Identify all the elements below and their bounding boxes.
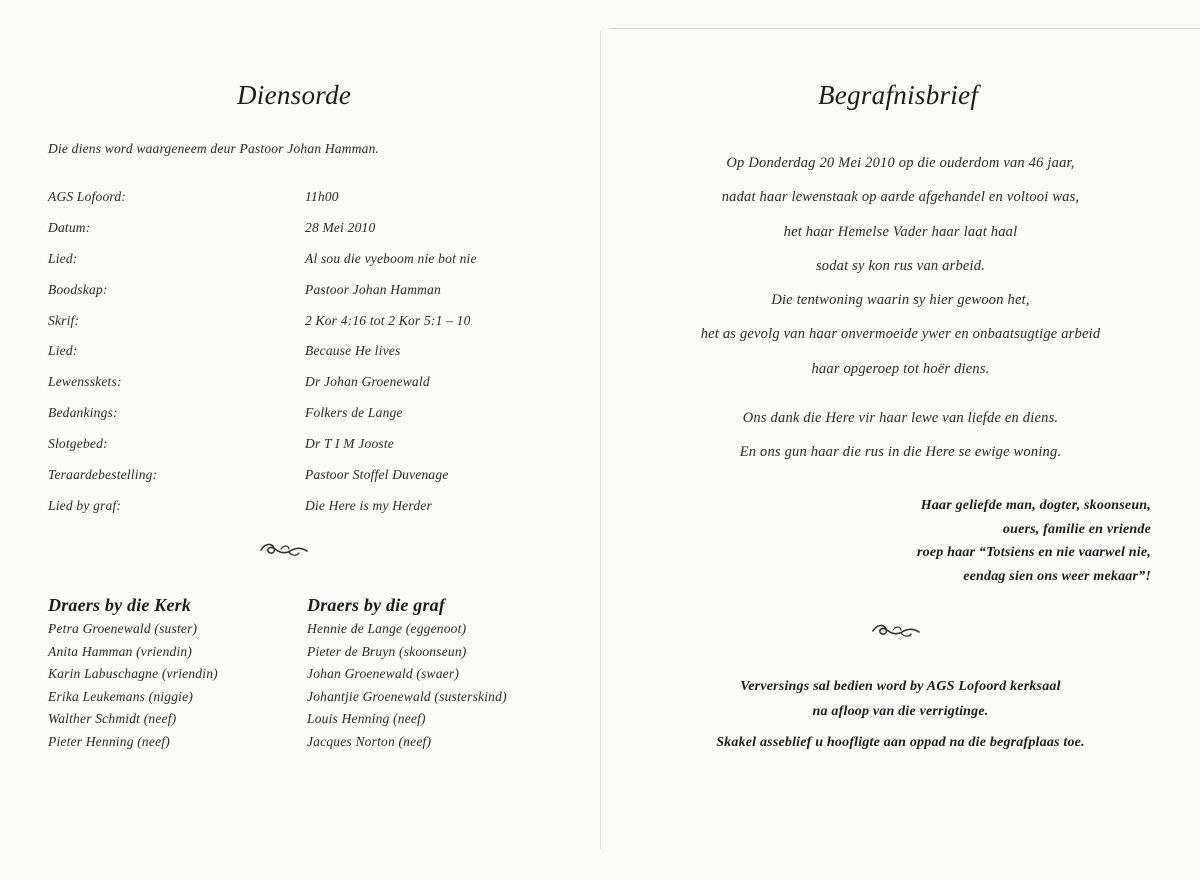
bearer-name: Erika Leukemans (niggie) xyxy=(48,688,194,704)
order-value: Pastoor Johan Hamman xyxy=(305,281,441,297)
order-label: Lied: xyxy=(48,343,78,359)
order-label: Slotgebed: xyxy=(48,436,108,452)
bearer-name: Karin Labuschagne (vriendin) xyxy=(48,666,218,682)
bearer-name: Jacques Norton (neef) xyxy=(307,733,432,749)
order-value: Because He lives xyxy=(305,343,401,359)
bearer-name: Johan Groenewald (swaer) xyxy=(307,666,460,682)
service-order-title: Diensorde xyxy=(237,80,352,110)
service-order-row xyxy=(48,340,568,371)
closing-line: na afloop van die verrigtinge. xyxy=(812,704,989,719)
notice-line: sodat sy kon rus van arbeid. xyxy=(815,257,986,274)
family-line: Haar geliefde man, dogter, skoonseun, xyxy=(920,498,1151,513)
funeral-letter-panel xyxy=(601,0,1200,879)
family-message xyxy=(917,495,1151,589)
bearer-name: Pieter Henning (neef) xyxy=(48,733,170,749)
closing-line: Skakel asseblief u hoofligte aan oppad na die begrafplaas toe. xyxy=(716,735,1085,750)
order-value: Die Here is my Herder xyxy=(305,497,432,513)
gratitude-text xyxy=(601,405,1200,473)
order-label: Bedankings: xyxy=(48,405,118,421)
service-order-row xyxy=(48,464,568,495)
bearer-name: Louis Henning (neef) xyxy=(307,711,426,727)
notice-line: Op Donderdag 20 Mei 2010 op die ouderdom van 46 jaar, xyxy=(726,155,1075,171)
funeral-letter-title: Begrafnisbrief xyxy=(818,80,979,110)
bearer-name: Johantjie Groenewald (susterskind) xyxy=(307,688,507,704)
order-label: Lied by graf: xyxy=(48,497,122,513)
flourish-ornament-icon xyxy=(871,622,921,640)
notice-line: het as gevolg van haar onvermoeide ywer en onbaatsugtige arbeid xyxy=(700,326,1101,343)
order-label: Boodskap: xyxy=(48,281,108,297)
service-order-row xyxy=(48,248,568,279)
gratitude-line: En ons gun haar die rus in die Here se ewige woning. xyxy=(739,444,1062,460)
order-label: Teraardebestelling: xyxy=(48,467,158,483)
bearer-name: Petra Groenewald (suster) xyxy=(48,621,198,636)
order-value: Dr Johan Groenewald xyxy=(305,374,430,390)
service-order-row xyxy=(48,371,568,402)
service-order-row xyxy=(48,310,568,341)
order-value: 2 Kor 4:16 tot 2 Kor 5:1 – 10 xyxy=(305,312,471,328)
service-order-row xyxy=(48,186,568,217)
closing-line: Verversings sal bedien word by AGS Lofoord kerksaal xyxy=(740,679,1061,694)
service-order-row xyxy=(48,495,568,526)
flourish-ornament-icon xyxy=(259,541,309,559)
order-label: Lewensskets: xyxy=(48,374,122,390)
notice-line: nadat haar lewenstaak op aarde afgehandel en voltooi was, xyxy=(721,189,1080,206)
notice-line: Die tentwoning waarin sy hier gewoon het, xyxy=(771,292,1030,309)
order-value: 11h00 xyxy=(305,189,339,204)
order-value: Dr T I M Jooste xyxy=(305,436,394,452)
order-value: 28 Mei 2010 xyxy=(305,219,376,235)
order-label: Datum: xyxy=(48,219,91,235)
order-label: Skrif: xyxy=(48,312,80,328)
grave-bearers-list xyxy=(307,594,577,754)
family-line: eendag sien ons weer mekaar”! xyxy=(963,568,1151,584)
service-order-row xyxy=(48,217,568,248)
order-label: AGS Lofoord: xyxy=(48,189,127,204)
service-order-row xyxy=(48,279,568,310)
closing-notice xyxy=(601,676,1200,757)
bearer-name: Hennie de Lange (eggenoot) xyxy=(307,621,467,636)
notice-line: het haar Hemelse Vader haar laat haal xyxy=(783,223,1018,240)
grave-bearers-heading: Draers by die graf xyxy=(307,595,446,615)
church-bearers-heading: Draers by die Kerk xyxy=(48,595,192,615)
family-line: roep haar “Totsiens en nie vaarwel nie, xyxy=(916,545,1151,560)
order-value: Al sou die vyeboom nie bot nie xyxy=(305,250,477,266)
service-order-row xyxy=(48,433,568,464)
service-order-row xyxy=(48,402,568,433)
gratitude-line: Ons dank die Here vir haar lewe van liefde en diens. xyxy=(742,410,1059,426)
order-value: Folkers de Lange xyxy=(305,405,403,421)
order-value: Pastoor Stoffel Duvenage xyxy=(305,467,449,483)
order-label: Lied: xyxy=(48,250,78,266)
bearer-name: Walther Schmidt (neef) xyxy=(48,711,177,727)
service-intro: Die diens word waargeneem deur Pastoor Johan Hamman. xyxy=(48,141,380,156)
bearer-name: Anita Hamman (vriendin) xyxy=(48,643,193,659)
church-bearers-list xyxy=(48,594,298,754)
family-line: ouers, familie en vriende xyxy=(1002,521,1151,537)
notice-line: haar opgeroep tot hoër diens. xyxy=(811,360,990,377)
bearer-name: Pieter de Bruyn (skoonseun) xyxy=(307,643,467,659)
death-notice-text xyxy=(601,150,1200,390)
service-order-list xyxy=(48,186,568,526)
